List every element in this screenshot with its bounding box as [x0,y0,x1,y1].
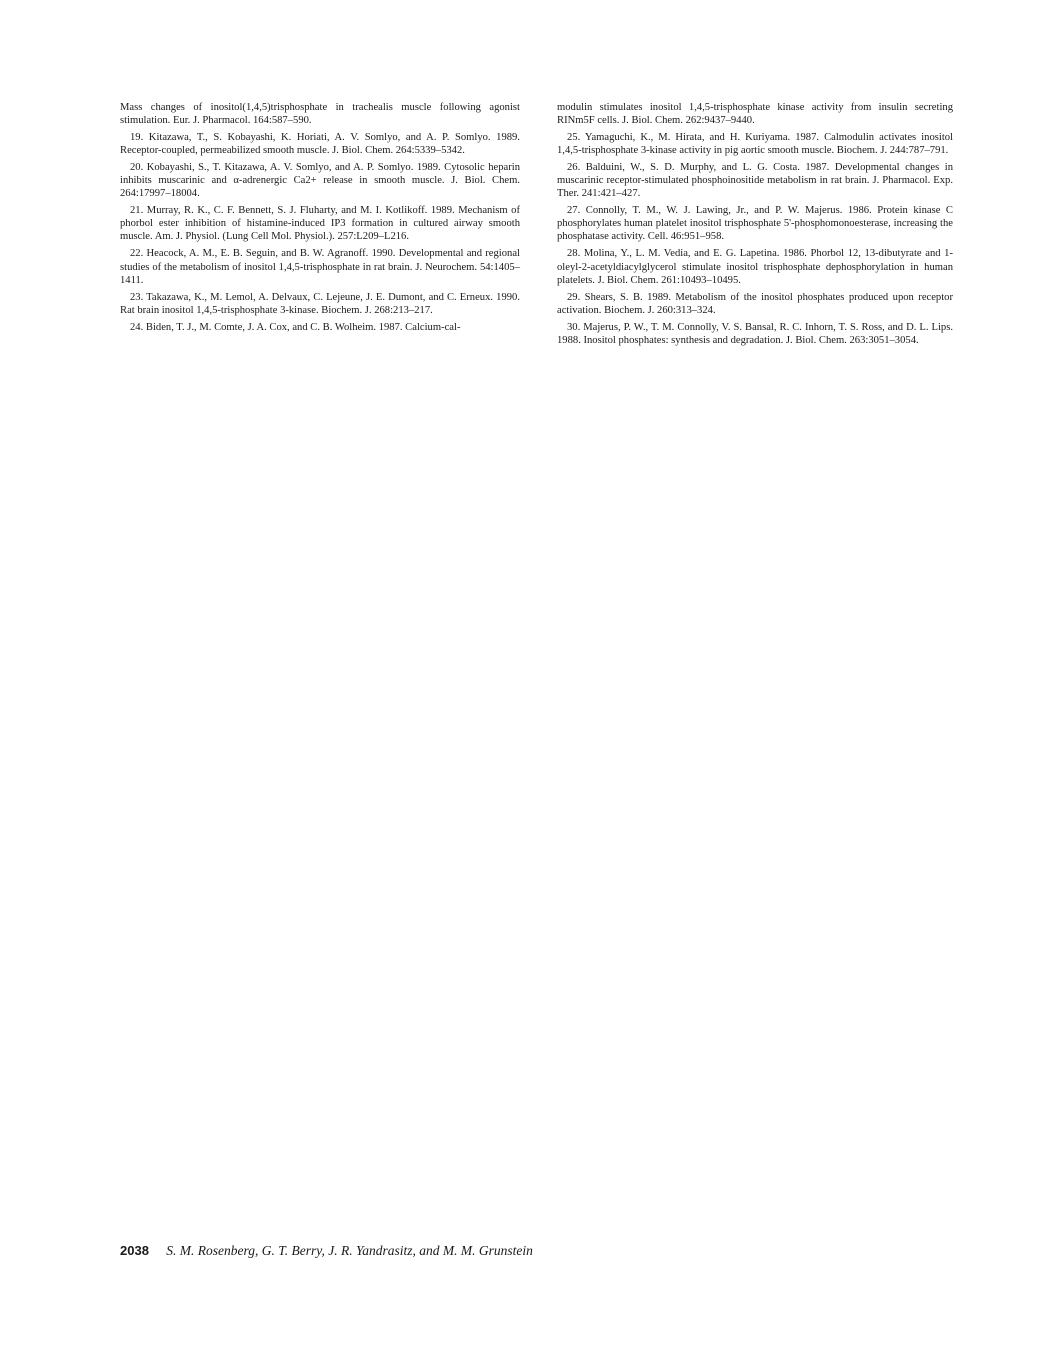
references-left-column [120,101,520,338]
reference-30: 30. Majerus, P. W., T. M. Connolly, V. S. Bansal, R. C. Inhorn, T. S. Ross, and D. L. Lips. 1988. Inositol phosphates: synthesis and degradation. J. Biol. Chem. 263:3051–3054. [557,321,953,346]
reference-19: 19. Kitazawa, T., S. Kobayashi, K. Horiati, A. V. Somlyo, and A. P. Somlyo. 1989. Receptor-coupled, permeabilized smooth muscle. J. Biol. Chem. 264:5339–5342. [120,132,520,157]
reference-20: 20. Kobayashi, S., T. Kitazawa, A. V. Somlyo, and A. P. Somlyo. 1989. Cytosolic heparin inhibits muscarinic and α-adrenergic Ca2+ release in smooth muscle. J. Biol. Chem. 264:17997–18004. [120,162,520,200]
page-footer [120,1243,533,1259]
reference-22: 22. Heacock, A. M., E. B. Seguin, and B. W. Agranoff. 1990. Developmental and regional studies of the metabolism of inositol 1,4,5-trisphosphate in rat brain. J. Neurochem. 54:1405–1411. [120,248,520,286]
reference-24-continuation: modulin stimulates inositol 1,4,5-trisphosphate kinase activity from insulin secreting RINm5F cells. J. Biol. Chem. 262:9437–9440. [557,102,953,127]
reference-continuation: Mass changes of inositol(1,4,5)trisphosphate in trachealis muscle following agonist stimulation. Eur. J. Pharmacol. 164:587–590. [120,102,520,127]
reference-24: 24. Biden, T. J., M. Comte, J. A. Cox, and C. B. Wolheim. 1987. Calcium-cal- [130,321,461,333]
running-authors: S. M. Rosenberg, G. T. Berry, J. R. Yandrasitz, and M. M. Grunstein [166,1243,533,1258]
reference-28: 28. Molina, Y., L. M. Vedia, and E. G. Lapetina. 1986. Phorbol 12, 13-dibutyrate and 1-oleyl-2-acetyldiacylglycerol stimulate inositol trisphosphate dephosphorylation in human platelets. J. Biol. Chem. 261:10493–10495. [557,248,953,286]
references-right-column [557,101,953,351]
reference-27: 27. Connolly, T. M., W. J. Lawing, Jr., and P. W. Majerus. 1986. Protein kinase C phosphorylates human platelet inositol trisphosphate 5'-phosphomonoesterase, increasing the phosphatase activity. Cell. 46:951–958. [557,205,953,243]
reference-25: 25. Yamaguchi, K., M. Hirata, and H. Kuriyama. 1987. Calmodulin activates inositol 1,4,5-trisphosphate 3-kinase activity in pig aortic smooth muscle. Biochem. J. 244:787–791. [557,132,953,157]
reference-21: 21. Murray, R. K., C. F. Bennett, S. J. Fluharty, and M. I. Kotlikoff. 1989. Mechanism of phorbol ester inhibition of histamine-induced IP3 formation in cultured airway smooth muscle. Am. J. Physiol. (Lung Cell Mol. Physiol.). 257:L209–L216. [120,205,520,243]
reference-29: 29. Shears, S. B. 1989. Metabolism of the inositol phosphates produced upon receptor activation. Biochem. J. 260:313–324. [557,291,953,316]
reference-26: 26. Balduini, W., S. D. Murphy, and L. G. Costa. 1987. Developmental changes in muscarinic receptor-stimulated phosphoinositide metabolism in rat brain. J. Pharmacol. Exp. Ther. 241:421–427. [557,162,953,200]
reference-23: 23. Takazawa, K., M. Lemol, A. Delvaux, C. Lejeune, J. E. Dumont, and C. Erneux. 1990. Rat brain inositol 1,4,5-trisphosphate 3-kinase. Biochem. J. 268:213–217. [120,291,520,316]
page-number: 2038 [120,1243,149,1258]
